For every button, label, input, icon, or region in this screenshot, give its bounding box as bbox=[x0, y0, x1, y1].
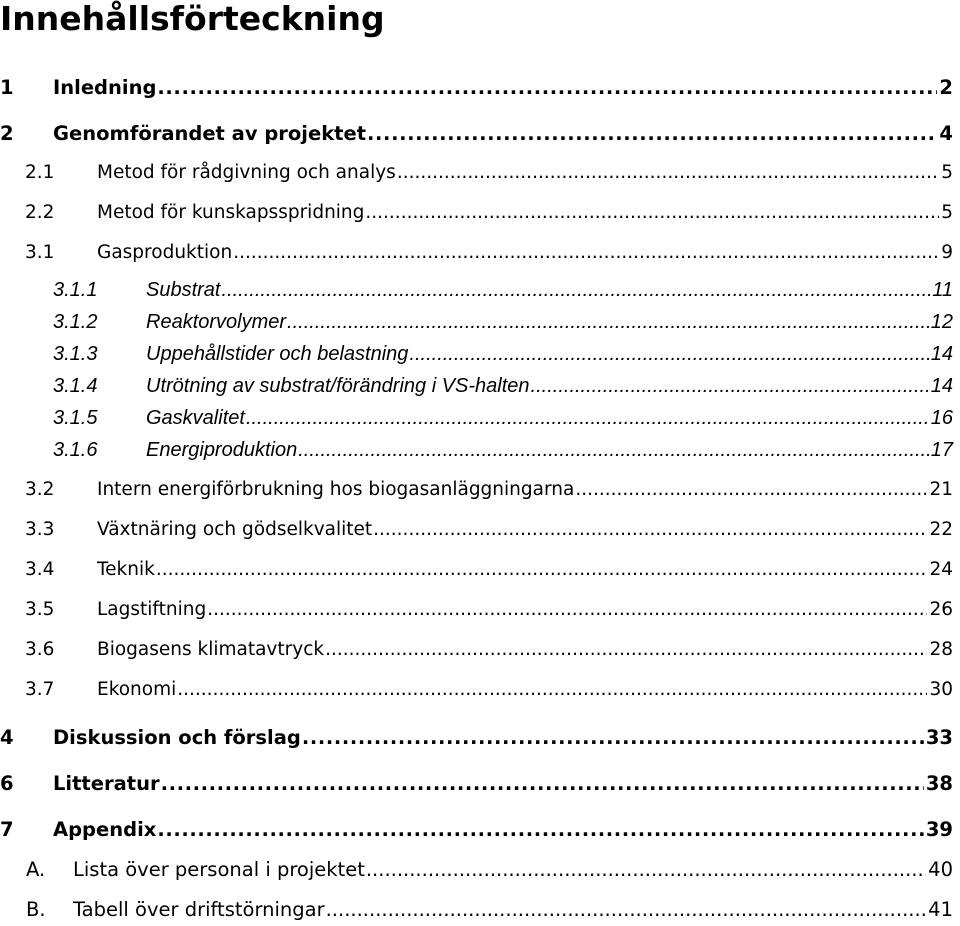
toc-entry-page: 24 bbox=[929, 559, 953, 580]
toc-entry-number: 3.4 bbox=[25, 559, 55, 580]
toc-entry[interactable] bbox=[26, 858, 953, 881]
toc-entry[interactable] bbox=[25, 162, 953, 183]
toc-entry[interactable] bbox=[25, 559, 953, 580]
toc-entry-page: 2 bbox=[939, 76, 953, 99]
toc-entry-title: Appendix bbox=[53, 818, 157, 841]
toc-entry-page: 4 bbox=[939, 122, 953, 145]
toc-entry-title: Diskussion och förslag bbox=[53, 726, 301, 749]
toc-entry-number: 6 bbox=[0, 772, 14, 795]
toc-entry-title: Gaskvalitet bbox=[146, 407, 245, 429]
toc-entry-number: 3.7 bbox=[25, 679, 55, 700]
toc-entry-page: 22 bbox=[929, 519, 953, 540]
toc-entry[interactable] bbox=[0, 122, 953, 145]
toc-dot-leader bbox=[207, 599, 927, 620]
toc-entry-title: Växtnäring och gödselkvalitet bbox=[97, 519, 373, 540]
toc-entry-number: 2.1 bbox=[25, 162, 55, 183]
toc-entry-page: 26 bbox=[929, 599, 953, 620]
toc-dot-leader bbox=[287, 311, 929, 334]
toc-dot-leader bbox=[177, 679, 927, 700]
toc-entry-page: 14 bbox=[930, 375, 953, 397]
toc-entry[interactable] bbox=[53, 375, 953, 398]
toc-dot-leader bbox=[531, 375, 929, 398]
toc-entry-number: 3.5 bbox=[25, 599, 55, 620]
toc-entry-page: 16 bbox=[930, 407, 953, 429]
toc-entry-page: 9 bbox=[941, 242, 953, 263]
toc-entry[interactable] bbox=[25, 679, 953, 700]
toc-dot-leader bbox=[156, 559, 928, 580]
toc-entry[interactable] bbox=[0, 76, 953, 99]
toc-entry-number: 1 bbox=[0, 76, 14, 99]
toc-dot-leader bbox=[161, 772, 924, 795]
toc-entry-page: 5 bbox=[941, 162, 953, 183]
toc-entry[interactable] bbox=[53, 279, 953, 302]
toc-dot-leader bbox=[221, 279, 930, 302]
toc-dot-leader bbox=[298, 439, 929, 462]
toc-dot-leader bbox=[326, 898, 927, 921]
toc-dot-leader bbox=[157, 818, 924, 841]
toc-entry-title: Genomförandet av projektet bbox=[53, 122, 367, 145]
toc-entry-number: 3.1.4 bbox=[53, 375, 98, 397]
toc-entry[interactable] bbox=[25, 242, 953, 263]
toc-entry-page: 28 bbox=[929, 639, 953, 660]
toc-dot-leader bbox=[397, 162, 939, 183]
toc-entry-page: 33 bbox=[925, 726, 953, 749]
toc-dot-leader bbox=[233, 242, 939, 263]
toc-entry-title: Substrat bbox=[146, 279, 221, 301]
toc-entry-page: 30 bbox=[929, 679, 953, 700]
toc-entry[interactable] bbox=[25, 519, 953, 540]
toc-entry-number: 7 bbox=[0, 818, 14, 841]
toc-dot-leader bbox=[302, 726, 924, 749]
toc-entry-page: 12 bbox=[930, 311, 953, 333]
toc-entry-page: 21 bbox=[929, 479, 953, 500]
toc-entry-number: 3.2 bbox=[25, 479, 55, 500]
toc-entry[interactable] bbox=[53, 311, 953, 334]
toc-entry-number: 3.1 bbox=[25, 242, 55, 263]
toc-entry[interactable] bbox=[26, 898, 953, 921]
toc-entry[interactable] bbox=[53, 439, 953, 462]
toc-entry-title: Metod för rådgivning och analys bbox=[97, 162, 396, 183]
toc-entry-number: 3.1.2 bbox=[53, 311, 98, 333]
toc-entry-page: 39 bbox=[925, 818, 953, 841]
toc-dot-leader bbox=[575, 479, 927, 500]
toc-entry[interactable] bbox=[25, 639, 953, 660]
toc-entry[interactable] bbox=[25, 202, 953, 223]
toc-entry-number: 3.1.3 bbox=[53, 343, 98, 365]
toc-entry-title: Litteratur bbox=[53, 772, 160, 795]
toc-dot-leader bbox=[409, 343, 928, 366]
toc-entry[interactable] bbox=[53, 407, 953, 430]
toc-entry-title: Inledning bbox=[53, 76, 157, 99]
toc-dot-leader bbox=[157, 76, 937, 99]
toc-entry-title: Reaktorvolymer bbox=[146, 311, 287, 333]
toc-entry[interactable] bbox=[25, 479, 953, 500]
toc-entry-title: Ekonomi bbox=[97, 679, 177, 700]
toc-entry[interactable] bbox=[0, 772, 953, 795]
toc-entry-number: 2 bbox=[0, 122, 14, 145]
toc-entry-page: 41 bbox=[928, 898, 953, 921]
toc-entry-title: Energiproduktion bbox=[146, 439, 298, 461]
toc-entry-number: 3.3 bbox=[25, 519, 55, 540]
toc-entry-title: Intern energiförbrukning hos biogasanläggningarna bbox=[97, 479, 575, 500]
toc-entry-title: Lagstiftning bbox=[97, 599, 207, 620]
toc-entry[interactable] bbox=[53, 343, 953, 366]
toc-entry-number: 2.2 bbox=[25, 202, 55, 223]
toc-dot-leader bbox=[246, 407, 929, 430]
toc-entry-number: 3.1.6 bbox=[53, 439, 98, 461]
toc-dot-leader bbox=[366, 858, 926, 881]
toc-dot-leader bbox=[367, 122, 937, 145]
toc-entry-page: 17 bbox=[930, 439, 953, 461]
toc-title: Innehållsförteckning bbox=[0, 0, 385, 38]
toc-entry-title: Utrötning av substrat/förändring i VS-halten bbox=[146, 375, 530, 397]
toc-entry-title: Lista över personal i projektet bbox=[73, 858, 365, 881]
toc-dot-leader bbox=[365, 202, 939, 223]
toc-entry-title: Uppehållstider och belastning bbox=[146, 343, 409, 365]
toc-entry[interactable] bbox=[0, 818, 953, 841]
toc-entry-page: 40 bbox=[928, 858, 953, 881]
toc-entry-title: Teknik bbox=[97, 559, 155, 580]
toc-entry-number: 3.1.1 bbox=[53, 279, 98, 301]
toc-entry-page: 38 bbox=[925, 772, 953, 795]
toc-entry-page: 14 bbox=[930, 343, 953, 365]
toc-entry[interactable] bbox=[25, 599, 953, 620]
toc-entry-title: Biogasens klimatavtryck bbox=[97, 639, 325, 660]
toc-entry[interactable] bbox=[0, 726, 953, 749]
toc-entry-number: 4 bbox=[0, 726, 14, 749]
toc-entry-number: A. bbox=[26, 858, 46, 881]
toc-entry-page: 11 bbox=[932, 279, 953, 301]
toc-dot-leader bbox=[325, 639, 927, 660]
toc-entry-page: 5 bbox=[941, 202, 953, 223]
toc-entry-title: Gasproduktion bbox=[97, 242, 233, 263]
toc-entry-number: B. bbox=[26, 898, 46, 921]
toc-entry-title: Metod för kunskapsspridning bbox=[97, 202, 365, 223]
toc-entry-number: 3.1.5 bbox=[53, 407, 98, 429]
toc-dot-leader bbox=[373, 519, 927, 540]
toc-entry-title: Tabell över driftstörningar bbox=[73, 898, 325, 921]
toc-entry-number: 3.6 bbox=[25, 639, 55, 660]
